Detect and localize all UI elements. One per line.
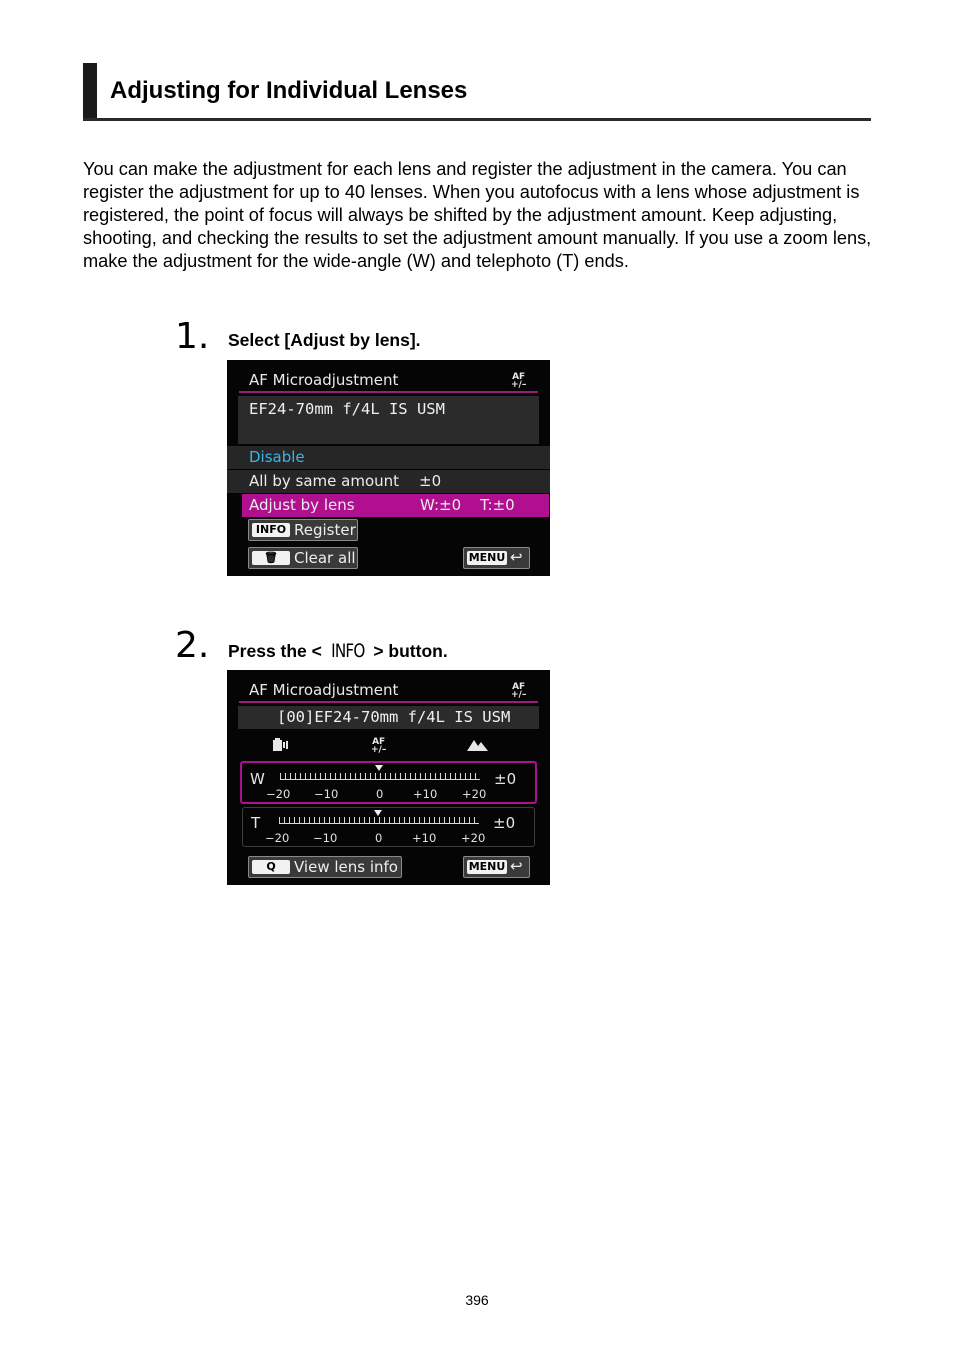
screen-title: AF Microadjustment — [249, 371, 399, 389]
w-scale-name: W — [250, 770, 265, 788]
tick-label: −20 — [265, 831, 290, 845]
t-scale-name: T — [251, 814, 261, 832]
w-scale-ticks — [280, 773, 480, 780]
info-tag: INFO — [252, 523, 290, 537]
clear-all-button[interactable] — [248, 547, 358, 569]
w-scale-box[interactable] — [240, 761, 537, 804]
step-1-number: 1. — [175, 316, 210, 357]
option-adjust-by-lens[interactable] — [242, 494, 549, 517]
af-icon-bottom: +/– — [511, 690, 527, 700]
back-arrow-icon: ↩ — [510, 857, 523, 875]
option-all-by-same-amount[interactable] — [227, 470, 550, 493]
tick-label: +20 — [461, 831, 486, 845]
trash-icon: 🗑 — [252, 551, 290, 565]
af-adjust-icon — [511, 373, 526, 389]
tick-label: −10 — [314, 787, 339, 801]
step-2-number: 2. — [175, 625, 210, 666]
camera-screen-af-microadjustment-menu — [227, 360, 550, 576]
menu-back-button[interactable] — [463, 547, 530, 569]
step-2-text — [228, 640, 448, 662]
lens-name: [00]EF24-70mm f/4L IS USM — [277, 708, 511, 726]
tick-label: +20 — [462, 787, 487, 801]
menu-back-button[interactable] — [463, 856, 530, 878]
option-by-lens-label: Adjust by lens — [249, 496, 355, 514]
af-icon-bottom: +/– — [371, 745, 387, 755]
af-icon-top: AF — [512, 372, 526, 382]
step-2-text-before: Press the < — [228, 641, 322, 661]
back-arrow-icon: ↩ — [510, 548, 523, 566]
page-number: 396 — [465, 1292, 489, 1308]
view-lens-info-label: View lens info — [294, 858, 398, 876]
w-scale-pointer — [375, 765, 383, 771]
af-adjust-icon-middle — [371, 738, 386, 754]
tick-label: −10 — [313, 831, 338, 845]
option-by-lens-w: W:±0 — [420, 496, 462, 514]
tick-label: 0 — [376, 787, 384, 801]
q-tag: Q — [252, 860, 290, 874]
option-same-amount-value: ±0 — [419, 472, 442, 490]
view-lens-info-button[interactable] — [248, 856, 402, 878]
tick-label: −20 — [266, 787, 291, 801]
option-disable[interactable] — [227, 446, 550, 469]
camera-icon — [271, 736, 291, 754]
tick-label: +10 — [412, 831, 437, 845]
option-same-amount-label: All by same amount — [249, 472, 400, 490]
section-title: Adjusting for Individual Lenses — [110, 77, 468, 104]
register-label: Register — [294, 521, 356, 539]
lens-name: EF24-70mm f/4L IS USM — [249, 400, 445, 418]
t-scale-pointer — [374, 810, 382, 816]
menu-tag: MENU — [468, 551, 506, 564]
clear-all-label: Clear all — [294, 549, 356, 567]
mountain-icon — [467, 738, 489, 752]
af-icon-top: AF — [372, 737, 386, 747]
menu-tag: MENU — [468, 860, 506, 873]
t-scale-value: ±0 — [493, 814, 516, 832]
intro-paragraph: You can make the adjustment for each lens and register the adjustment in the camera. You can register the adjustment for up to 40 lenses. When you autofocus with a lens whose adjustment is registered, the point of focus will always be shifted by the adjustment amount. Keep adjusting, shooting, and checking the results to set the adjustment amount manually. If you use a zoom lens, make the adjustment for the wide-angle (W) and telephoto (T) ends. — [83, 159, 872, 271]
option-by-lens-t: T:±0 — [480, 496, 515, 514]
w-scale-value: ±0 — [494, 770, 517, 788]
info-button-icon: INFO — [330, 640, 365, 662]
af-icon-top: AF — [512, 682, 526, 692]
screen-title: AF Microadjustment — [249, 681, 399, 699]
heading-bar — [83, 63, 97, 121]
title-rule — [239, 701, 538, 703]
title-rule — [239, 391, 538, 393]
af-adjust-icon — [511, 683, 526, 699]
section-heading — [83, 63, 871, 121]
heading-rule — [83, 118, 871, 121]
tick-label: 0 — [375, 831, 383, 845]
register-button[interactable] — [248, 519, 358, 541]
t-scale-ticks — [279, 817, 479, 824]
step-1-text: Select [Adjust by lens]. — [228, 330, 421, 350]
tick-label: +10 — [413, 787, 438, 801]
af-icon-bottom: +/– — [511, 380, 527, 390]
camera-screen-lens-adjustment — [227, 670, 550, 885]
t-scale-box[interactable] — [242, 807, 535, 847]
step-2-text-after: > button. — [373, 641, 448, 661]
option-disable-label: Disable — [249, 448, 305, 466]
